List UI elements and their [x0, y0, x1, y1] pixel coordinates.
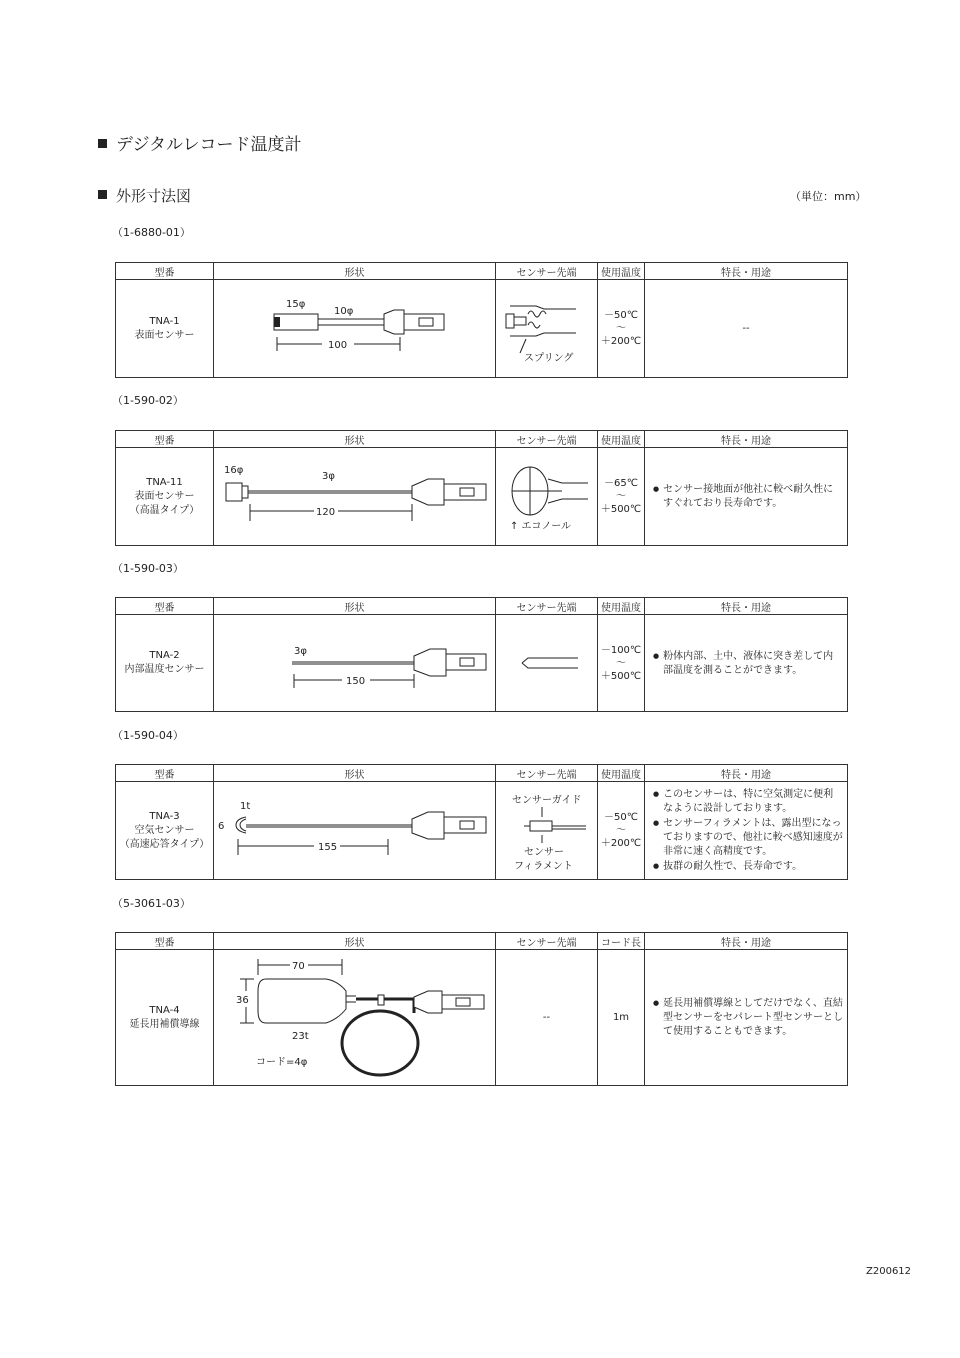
header-shape: 形状 — [214, 598, 496, 615]
tip-drawing — [496, 448, 598, 546]
header-model: 型番 — [116, 933, 214, 950]
unit-label: （単位：mm） — [790, 190, 867, 203]
feature-cell: -- — [645, 280, 848, 378]
model-cell: TNA-1 表面センサー — [116, 280, 214, 378]
header-model: 型番 — [116, 431, 214, 448]
shape-drawing — [214, 950, 496, 1086]
svg-text:15φ: 15φ — [286, 298, 306, 310]
tip-drawing — [496, 782, 598, 880]
temperature-range: －50℃ ～ ＋200℃ — [598, 782, 645, 880]
header-temp: 使用温度 — [598, 598, 645, 615]
temperature-range: －100℃ ～ ＋500℃ — [598, 615, 645, 712]
shape-drawing — [214, 615, 496, 712]
header-feature: 特長・用途 — [645, 598, 848, 615]
header-shape: 形状 — [214, 933, 496, 950]
svg-text:センサー: センサー — [524, 846, 564, 858]
shape-drawing — [214, 782, 496, 880]
svg-text:36: 36 — [236, 994, 249, 1006]
svg-text:120: 120 — [316, 506, 336, 518]
feature-cell: ● このセンサーは、特に空気測定に便利なように設計しております。 ● センサーフィラメントは、露出型になっておりますので、他社に較べ感知速度が非常に速く高精度です。 ● 抜群の耐久性で、長寿命です。 — [645, 782, 848, 880]
header-shape: 形状 — [214, 263, 496, 280]
svg-text:10φ: 10φ — [334, 305, 354, 317]
header-tip: センサー先端 — [496, 263, 598, 280]
svg-text:100: 100 — [328, 339, 348, 351]
header-tip: センサー先端 — [496, 431, 598, 448]
header-model: 型番 — [116, 263, 214, 280]
feature-cell: ● 粉体内部、土中、液体に突き差して内部温度を測ることができます。 — [645, 615, 848, 712]
header-feature: 特長・用途 — [645, 933, 848, 950]
svg-text:23t: 23t — [292, 1030, 309, 1042]
header-temp: 使用温度 — [598, 431, 645, 448]
header-feature: 特長・用途 — [645, 263, 848, 280]
header-tip: センサー先端 — [496, 765, 598, 782]
header-feature: 特長・用途 — [645, 765, 848, 782]
header-cord: コード長 — [598, 933, 645, 950]
header-shape: 形状 — [214, 765, 496, 782]
catalog-number: （1-590-04） — [112, 729, 184, 742]
cord-length: 1m — [598, 950, 645, 1086]
header-shape: 形状 — [214, 431, 496, 448]
header-model: 型番 — [116, 598, 214, 615]
shape-drawing — [214, 280, 496, 378]
svg-text:3φ: 3φ — [294, 645, 307, 657]
model-cell: TNA-11 表面センサー （高温タイプ） — [116, 448, 214, 546]
tip-cell: -- — [496, 950, 598, 1086]
model-cell: TNA-4 延長用補償導線 — [116, 950, 214, 1086]
svg-text:155: 155 — [318, 841, 338, 853]
section-title: 外形寸法図 — [98, 185, 191, 206]
catalog-number: （1-590-02） — [112, 394, 184, 407]
svg-text:↑ エコノール: ↑ エコノール — [510, 520, 572, 532]
feature-cell: ● 延長用補償導線としてだけでなく、直結型センサーをセパレート型センサーとして使用することもできます。 — [645, 950, 848, 1086]
temperature-range: －50℃ ～ ＋200℃ — [598, 280, 645, 378]
temperature-range: －65℃ ～ ＋500℃ — [598, 448, 645, 546]
tip-drawing — [496, 615, 598, 712]
svg-text:150: 150 — [346, 675, 366, 687]
header-model: 型番 — [116, 765, 214, 782]
page-title: デジタルレコード温度計 — [98, 130, 302, 155]
model-cell: TNA-2 内部温度センサー — [116, 615, 214, 712]
tip-drawing — [496, 280, 598, 378]
svg-text:センサーガイド: センサーガイド — [512, 794, 582, 806]
svg-text:70: 70 — [292, 960, 305, 972]
svg-text:フィラメント: フィラメント — [514, 860, 573, 872]
catalog-number: （1-6880-01） — [112, 226, 191, 239]
svg-text:コード=4φ: コード=4φ — [256, 1056, 308, 1068]
catalog-number: （1-590-03） — [112, 562, 184, 575]
product-table — [115, 932, 848, 1086]
header-feature: 特長・用途 — [645, 431, 848, 448]
shape-drawing — [214, 448, 496, 546]
product-table — [115, 430, 848, 546]
product-table — [115, 262, 848, 378]
product-table — [115, 597, 848, 712]
svg-text:6: 6 — [218, 820, 225, 832]
feature-cell: ● センサー接地面が他社に較べ耐久性にすぐれており長寿命です。 — [645, 448, 848, 546]
svg-text:スプリング: スプリング — [524, 352, 574, 364]
svg-text:3φ: 3φ — [322, 470, 335, 482]
header-temp: 使用温度 — [598, 765, 645, 782]
svg-text:16φ: 16φ — [224, 464, 244, 476]
svg-text:1t: 1t — [240, 800, 251, 812]
header-tip: センサー先端 — [496, 598, 598, 615]
model-cell: TNA-3 空気センサー （高速応答タイプ） — [116, 782, 214, 880]
footer-code: Z200612 — [866, 1266, 912, 1277]
header-temp: 使用温度 — [598, 263, 645, 280]
product-table — [115, 764, 848, 880]
header-tip: センサー先端 — [496, 933, 598, 950]
catalog-number: （5-3061-03） — [112, 897, 191, 910]
